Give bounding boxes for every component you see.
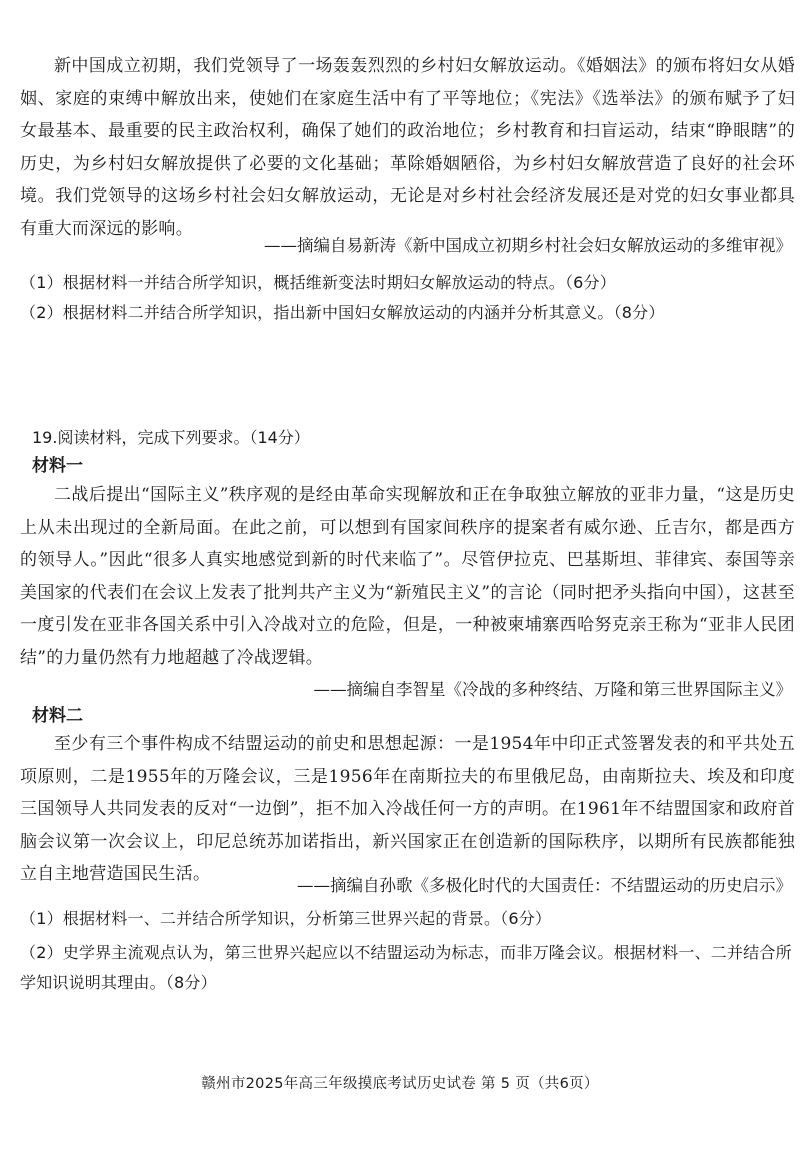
- q19-material2-label: 材料二: [32, 706, 83, 726]
- q19-material2-source: ——摘编自孙歌《多极化时代的大国责任：不结盟运动的历史启示》: [297, 876, 792, 895]
- q19-material1-source: ——摘编自李智星《冷战的多种终结、万隆和第三世界国际主义》: [313, 680, 792, 699]
- q19-question-1: （1）根据材料一、二并结合所学知识，分析第三世界兴起的背景。（6分）: [20, 909, 552, 928]
- page-footer: 赣州市2025年高三年级摸底考试历史试卷 第 5 页（共6页）: [201, 1076, 599, 1092]
- q19-title: 19.阅读材料，完成下列要求。（14分）: [32, 428, 310, 447]
- top-material-paragraph: 新中国成立初期，我们党领导了一场轰轰烈烈的乡村妇女解放运动。《婚姻法》的颁布将妇女从婚姻、家庭的束缚中解放出来，使她们在家庭生活中有了平等地位；《宪法》《选举法》的颁布赋予了妇女最基本、最重要的民主政治权利，确保了她们的政治地位；乡村教育和扫盲运动，结束“睁眼瞎”的历史，为乡村妇女解放提供了必要的文化基础；革除婚姻陋俗，为乡村妇女解放营造了良好的社会环境。我们党领导的这场乡村社会妇女解放运动，无论是对乡村社会经济发展还是对党的妇女事业都具有重大而深远的影响。: [20, 56, 795, 239]
- q18-question-1: （1）根据材料一并结合所学知识，概括维新变法时期妇女解放运动的特点。（6分）: [20, 273, 616, 292]
- q19-question-2: （2）史学界主流观点认为，第三世界兴起应以不结盟运动为标志，而非万隆会议。根据材料一、二并结合所学知识说明其理由。（8分）: [20, 943, 792, 992]
- q19-material1-label: 材料一: [32, 456, 83, 476]
- q19-material1-paragraph: 二战后提出“国际主义”秩序观的是经由革命实现解放和正在争取独立解放的亚非力量，“这是历史上从未出现过的全新局面。在此之前，可以想到有国家间秩序的提案者有威尔逊、丘吉尔，都是西方的领导人。”因此“很多人真实地感觉到新的时代来临了”。尽管伊拉克、巴基斯坦、菲律宾、泰国等亲美国家的代表们在会议上发表了批判共产主义为“新殖民主义”的言论（同时把矛头指向中国），这甚至一度引发在亚非各国关系中引入冷战对立的危险，但是，一种被柬埔寨西哈努克亲王称为“亚非人民团结”的力量仍然有力地超越了冷战逻辑。: [20, 485, 795, 668]
- q19-material2-paragraph: 至少有三个事件构成不结盟运动的前史和思想起源：一是1954年中印正式签署发表的和平共处五项原则，二是1955年的万隆会议，三是1956年在南斯拉夫的布里俄尼岛，由南斯拉夫、埃及和印度三国领导人共同发表的反对“一边倒”，拒不加入冷战任何一方的声明。在1961年不结盟国家和政府首脑会议第一次会议上，印尼总统苏加诺指出，新兴国家正在创造新的国际秩序，以期所有民族都能独立自主地营造国民生活。: [20, 734, 795, 884]
- top-material-source: ——摘编自易新涛《新中国成立初期乡村社会妇女解放运动的多维审视》: [264, 236, 792, 255]
- q18-question-2: （2）根据材料二并结合所学知识，指出新中国妇女解放运动的内涵并分析其意义。（8分）: [20, 303, 665, 322]
